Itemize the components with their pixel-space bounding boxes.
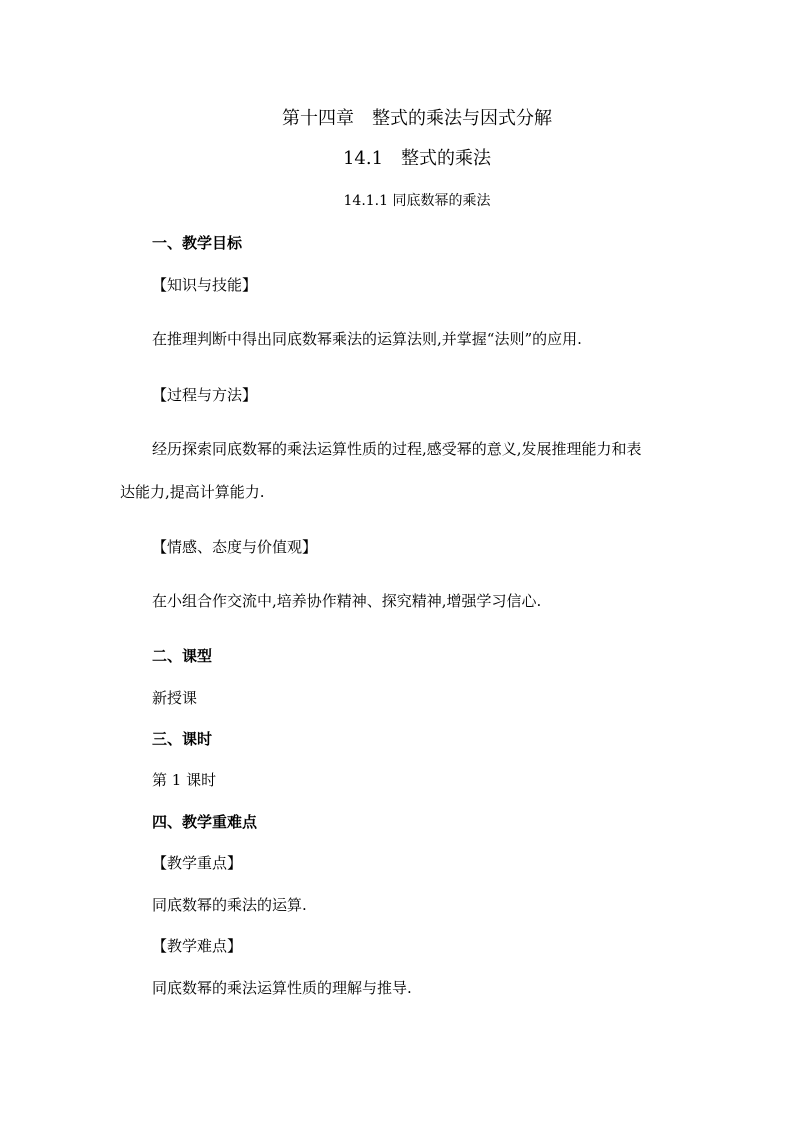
lesson-hours-heading: 三、课时 [152, 730, 213, 748]
difficulty-label: 【教学难点】 [152, 937, 243, 955]
chapter-title: 第十四章 整式的乘法与因式分解 [282, 108, 552, 129]
lesson-type-text: 新授课 [152, 689, 198, 707]
process-text-line2: 达能力,提高计算能力. [120, 483, 265, 501]
knowledge-label: 【知识与技能】 [152, 276, 258, 294]
key-label: 【教学重点】 [152, 854, 243, 872]
lesson-type-heading: 二、课型 [152, 647, 213, 665]
emotion-text: 在小组合作交流中,培养协作精神、探究精神,增强学习信心. [152, 592, 542, 610]
key-text: 同底数幂的乘法的运算. [152, 896, 307, 914]
lesson-hours-text: 第 1 课时 [152, 771, 217, 789]
emotion-label: 【情感、态度与价值观】 [152, 538, 318, 556]
knowledge-text: 在推理判断中得出同底数幂乘法的运算法则,并掌握“法则”的应用. [152, 330, 582, 348]
section-title: 14.1 整式的乘法 [342, 148, 492, 169]
subsection-title: 14.1.1 同底数幂的乘法 [343, 193, 491, 209]
process-label: 【过程与方法】 [152, 386, 258, 404]
process-text-line1: 经历探索同底数幂的乘法运算性质的过程,感受幂的意义,发展推理能力和表 [152, 440, 642, 458]
difficulty-text: 同底数幂的乘法运算性质的理解与推导. [152, 979, 412, 997]
goals-heading: 一、教学目标 [152, 234, 243, 252]
key-points-heading: 四、教学重难点 [152, 813, 258, 831]
